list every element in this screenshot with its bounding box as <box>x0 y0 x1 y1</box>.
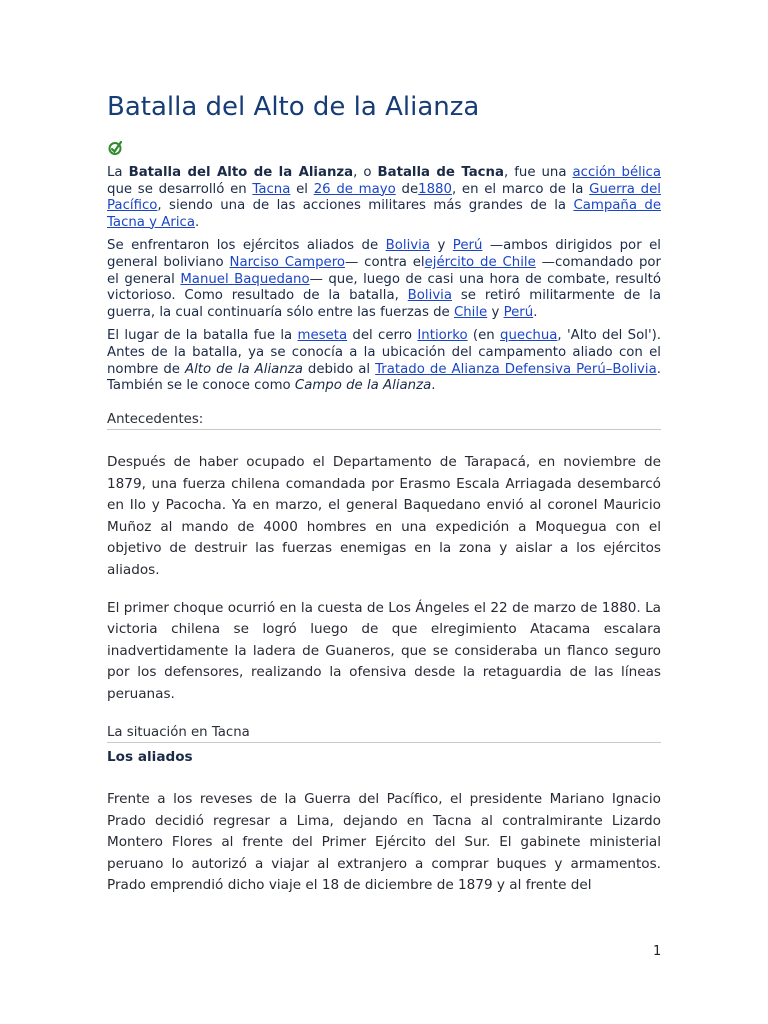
wiki-link[interactable]: acción bélica <box>572 165 661 180</box>
wiki-link[interactable]: Perú <box>503 304 534 320</box>
intro-section <box>107 165 661 395</box>
bold-term: Batalla del Alto de la Alianza <box>128 165 354 180</box>
italic-term: Campo de la Alianza <box>294 378 432 394</box>
intro-paragraph-2: Se enfrentaron los ejércitos aliados de Bolivia y Perú —ambos dirigidos por el general boliviano Narciso Campero— contra elejército de Chile —comandado por el general Manuel Baquedano— que, luego de casi una hora de combate, resultó victorioso. Como resultado de la batalla, Bolivia se retiró militarmente de la guerra, la cual continuaría sólo entre las fuerzas de Chile y Perú. <box>107 238 662 320</box>
bold-term: Batalla de Tacna <box>377 165 504 180</box>
wiki-link[interactable]: Guerra del Pacífico <box>107 181 661 214</box>
wiki-link[interactable]: Tacna <box>252 181 291 197</box>
italic-term: Alto de la Alianza <box>185 361 303 377</box>
subheading-los-aliados: Los aliados <box>107 749 193 765</box>
featured-article-check-icon <box>107 140 123 156</box>
wiki-link[interactable]: Intiorko <box>417 328 468 344</box>
wiki-link[interactable]: Perú <box>452 238 483 254</box>
wiki-link[interactable]: 1880 <box>418 181 452 197</box>
antecedentes-paragraph-2: El primer choque ocurrió en la cuesta de Los Ángeles el 22 de marzo de 1880. La victoria chilena se logró luego de que elregimiento Atacama escalara inadvertidamente la ladera de Guaneros, que se consideraba un flanco seguro por los defensores, realizando la ofensiva desde la retaguardia de las líneas peruanas. <box>107 599 661 702</box>
wiki-link[interactable]: meseta <box>297 328 348 344</box>
wiki-link[interactable]: Campaña de Tacna y Arica <box>107 198 661 230</box>
intro-paragraph-1: La Batalla del Alto de la Alianza, o Batalla de Tacna, fue una acción bélica que se desarrolló en Tacna el 26 de mayo de1880, en el marco de la Guerra del Pacífico, siendo una de las acciones militares más grandes de la Campaña de Tacna y Arica. <box>107 165 661 230</box>
section-heading-situacion: La situación en Tacna <box>107 724 661 743</box>
wiki-link[interactable]: Narciso Campero <box>229 254 346 270</box>
page-number: 1 <box>653 944 662 959</box>
wiki-link[interactable]: 26 de mayo <box>313 181 396 197</box>
wiki-link[interactable]: quechua <box>500 328 558 344</box>
situacion-body <box>107 789 661 897</box>
situacion-paragraph-1: Frente a los reveses de la Guerra del Pacífico, el presidente Mariano Ignacio Prado decidió regresar a Lima, dejando en Tacna al contralmirante Lizardo Montero Flores al frente del Primer Ejército del Sur. El gabinete ministerial peruano lo autorizó a viajar al extranjero a comprar buques y armamentos. Prado emprendió dicho viaje el 18 de diciembre de 1879 y al frente del <box>107 791 661 894</box>
wiki-link[interactable]: Chile <box>453 304 488 320</box>
antecedentes-paragraph-1: Después de haber ocupado el Departamento de Tarapacá, en noviembre de 1879, una fuerza chilena comandada por Erasmo Escala Arriagada desembarcó en Ilo y Pacocha. Ya en marzo, el general Baquedano envió al coronel Mauricio Muñoz al mando de 4000 hombres en una expedición a Moquegua con el objetivo de destruir las fuerzas enemigas en la zona y aislar a los ejércitos aliados. <box>107 454 661 578</box>
intro-paragraph-3: El lugar de la batalla fue la meseta del cerro Intiorko (en quechua, 'Alto del Sol'). Antes de la batalla, ya se conocía a la ubicación del campamento aliado con el nombre de Alto de la Alianza debido al Tratado de Alianza Defensiva Perú–Bolivia. También se le conoce como Campo de la Alianza. <box>107 328 662 394</box>
wiki-link[interactable]: Tratado de Alianza Defensiva Perú–Bolivia <box>375 361 657 377</box>
wiki-link[interactable]: Bolivia <box>407 288 453 304</box>
section-heading-antecedentes: Antecedentes: <box>107 411 661 430</box>
page-title: Batalla del Alto de la Alianza <box>107 92 480 122</box>
wiki-link[interactable]: Bolivia <box>385 238 430 254</box>
wiki-link[interactable]: Manuel Baquedano <box>180 271 310 287</box>
wiki-link[interactable]: ejército de Chile <box>424 254 536 270</box>
antecedentes-body <box>107 452 661 706</box>
